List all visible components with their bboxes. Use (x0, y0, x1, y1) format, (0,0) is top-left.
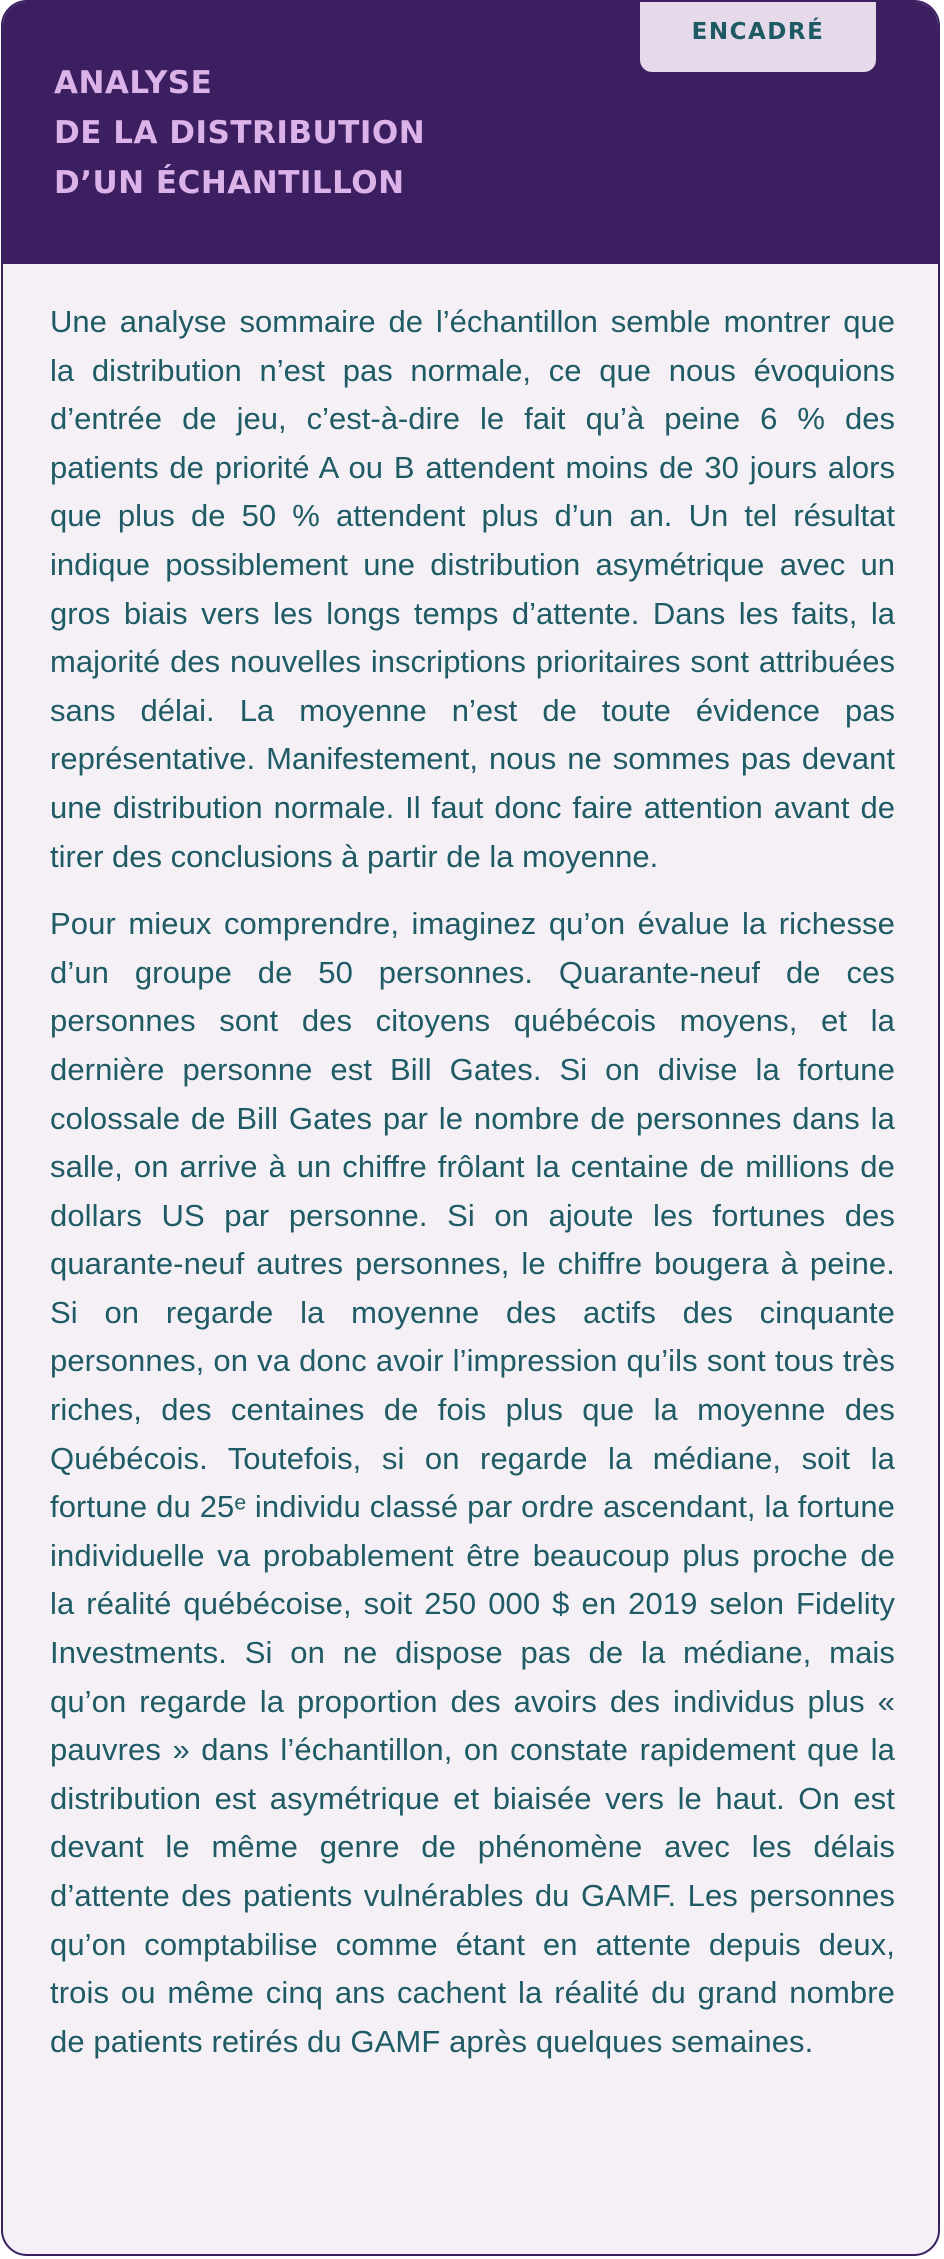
title-line: ANALYSE (54, 65, 213, 101)
title-line: D’UN ÉCHANTILLON (54, 165, 405, 201)
paragraph: Une analyse sommaire de l’échantillon semble montrer que la distribution n’est pas normale, ce que nous évoquions d’entrée de jeu, c’est-à-dire le fait qu’à peine 6 % des patients de priorité A ou B attendent moins de 30 jours alors que plus de 50 % attendent plus d’un an. Un tel résultat indique possiblement une distribution asymétrique avec un gros biais vers les longs temps d’attente. Dans les faits, la majorité des nouvelles inscriptions prioritaires sont attribuées sans délai. La moyenne n’est de toute évidence pas représentative. Manifestement, nous ne sommes pas devant une distribution normale. Il faut donc faire attention avant de tirer des conclusions à partir de la moyenne. (50, 304, 895, 874)
box-body (50, 298, 895, 2085)
box-header (3, 2, 938, 264)
box-title (54, 58, 425, 208)
sidebar-box (1, 0, 940, 2256)
box-tag: ENCADRÉ (640, 0, 876, 72)
title-line: DE LA DISTRIBUTION (54, 115, 426, 151)
paragraph: Pour mieux comprendre, imaginez qu’on évalue la richesse d’un groupe de 50 personnes. Quarante-neuf de ces personnes sont des citoyens québécois moyens, et la dernière personne est Bill Gates. Si on divise la fortune colossale de Bill Gates par le nombre de personnes dans la salle, on arrive à un chiffre frôlant la centaine de millions de dollars US par personne. Si on ajoute les fortunes des quarante-neuf autres personnes, le chiffre bougera à peine. Si on regarde la moyenne des actifs des cinquante personnes, on va donc avoir l’impression qu’ils sont tous très riches, des centaines de fois plus que la moyenne des Québécois. Toutefois, si on regarde la médiane, soit la fortune du 25ᵉ individu classé par ordre ascendant, la fortune individuelle va probablement être beaucoup plus proche de la réalité québécoise, soit 250 000 $ en 2019 selon Fidelity Investments. Si on ne dispose pas de la médiane, mais qu’on regarde la proportion des avoirs des individus plus « pauvres » dans l’échantillon, on constate rapidement que la distribution est asymétrique et biaisée vers le haut. On est devant le même genre de phénomène avec les délais d’attente des patients vulnérables du GAMF. Les personnes qu’on comptabilise comme étant en attente depuis deux, trois ou même cinq ans cachent la réalité du grand nombre de patients retirés du GAMF après quelques semaines. (50, 906, 895, 2059)
